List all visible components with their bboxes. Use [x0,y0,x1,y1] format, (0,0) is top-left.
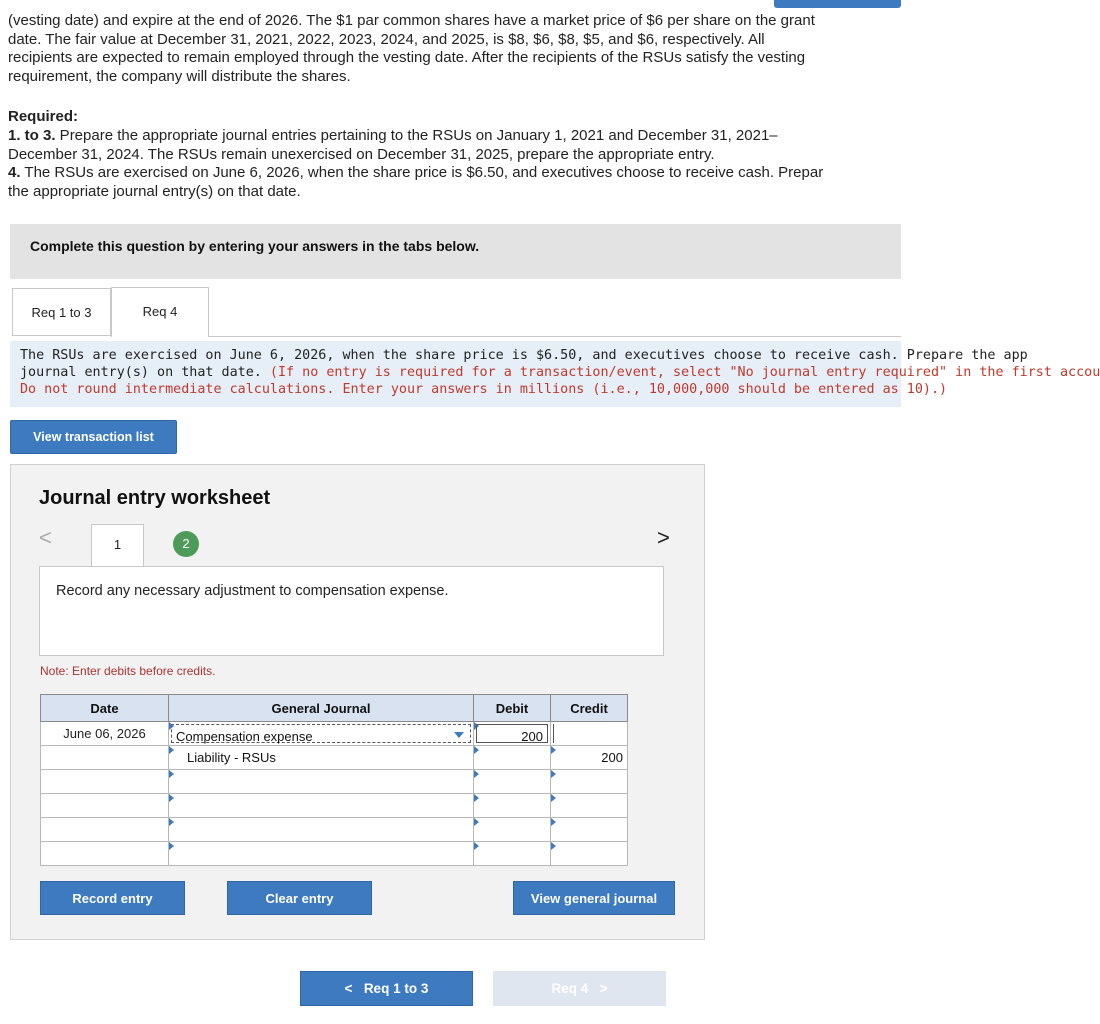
cell-marker-icon [551,770,556,778]
required-heading: Required: [8,108,79,125]
date-cell[interactable] [41,818,169,842]
debit-credit-note: Note: Enter debits before credits. [40,664,216,678]
journal-table [40,694,628,866]
debit-cell[interactable] [474,722,551,746]
record-entry-button[interactable]: Record entry [40,881,185,915]
credit-header: Credit [551,695,628,722]
credit-cell[interactable] [551,722,628,746]
req1-text-cont: December 31, 2024. The RSUs remain unexercised on December 31, 2025, prepare the appropriate entry. [8,145,715,163]
banner-text: Complete this question by entering your answers in the tabs below. [30,238,480,254]
req4-instructions [10,341,1100,407]
date-cell[interactable]: June 06, 2026 [41,722,169,746]
credit-cell[interactable] [551,818,628,842]
cell-marker-icon [169,794,174,802]
instr-line3-red: Do not round intermediate calculations. Enter your answers in millions (i.e., 10,000,000 should be entered as 10).) [20,382,948,397]
instr-line2-red: (If no entry is required for a transaction/event, select "No journal entry required" in the first accou [269,365,1100,380]
intro-line: date. The fair value at December 31, 2021, 2022, 2023, 2024, and 2025, is $8, $6, $8, $5, and $6, respectively. All [8,30,765,48]
tab-req-1-to-3[interactable]: Req 1 to 3 [12,288,111,336]
debit-cell[interactable] [474,770,551,794]
chevron-left-icon: < [344,981,353,996]
credit-cell[interactable] [551,770,628,794]
entry-description-box [39,566,664,656]
top-partial-button[interactable] [774,0,901,8]
credit-cell[interactable] [551,746,628,770]
clear-entry-button[interactable]: Clear entry [227,881,372,915]
journal-entry-worksheet [10,464,705,940]
debit-cell[interactable] [474,818,551,842]
table-row [41,818,628,842]
cell-marker-icon [169,722,174,730]
view-general-journal-button[interactable]: View general journal [513,881,675,915]
account-select[interactable]: Liability - RSUs [187,750,276,765]
tab-req-4[interactable]: Req 4 [111,287,209,337]
instr-line1: The RSUs are exercised on June 6, 2026, when the share price is $6.50, and executives choose to receive cash. Prepare the app [20,348,1028,363]
account-cell[interactable] [169,794,474,818]
cell-marker-icon [169,770,174,778]
chevron-right-icon: > [599,981,608,996]
instr-line2: journal entry(s) on that date. [20,365,270,380]
prev-req-label: Req 1 to 3 [363,981,429,996]
date-cell[interactable] [41,842,169,866]
cell-marker-icon [474,794,479,802]
credit-input[interactable]: 200 [601,750,623,765]
tab-divider [209,336,901,337]
account-cell[interactable] [169,842,474,866]
date-header: Date [41,695,169,722]
credit-cell[interactable] [551,842,628,866]
instructions-banner [10,224,901,279]
req1-number: 1. to 3. [8,127,56,144]
worksheet-title: Journal entry worksheet [39,487,271,509]
entry-tab-1[interactable]: 1 [91,524,144,567]
debit-cell[interactable] [474,842,551,866]
view-transaction-list-button[interactable]: View transaction list [10,420,177,454]
table-row [41,722,628,746]
requirements [8,127,823,202]
req4-text: The RSUs are exercised on June 6, 2026, when the share price is $6.50, and executives choose to receive cash. Prepar [20,164,824,182]
entry-description: Record any necessary adjustment to compensation expense. [56,583,449,599]
prev-entry-chevron-icon[interactable]: < [39,525,52,550]
account-cell[interactable] [169,746,474,770]
date-cell[interactable] [41,794,169,818]
intro-line: (vesting date) and expire at the end of 2026. The $1 par common shares have a market price of $6 per share on the grant [8,12,815,29]
date-cell[interactable] [41,770,169,794]
debit-cell[interactable] [474,794,551,818]
debit-header: Debit [474,695,551,722]
table-row [41,794,628,818]
date-cell[interactable] [41,746,169,770]
account-select[interactable]: Compensation expense [176,729,313,744]
account-cell[interactable] [169,722,474,746]
account-cell[interactable] [169,770,474,794]
req4-number: 4. [8,164,21,182]
cell-marker-icon [169,746,174,754]
cell-marker-icon [169,818,174,826]
cell-marker-icon [551,818,556,826]
dropdown-arrow-icon[interactable] [454,732,464,738]
cell-marker-icon [474,746,479,754]
debit-input[interactable]: 200 [521,729,543,744]
cell-marker-icon [474,842,479,850]
cell-marker-icon [169,842,174,850]
next-entry-chevron-icon[interactable]: > [657,525,670,550]
cell-marker-icon [551,794,556,802]
next-req-button[interactable] [493,971,666,1006]
cell-marker-icon [551,842,556,850]
general-journal-header: General Journal [169,695,474,722]
intro-line: recipients are expected to remain employed through the vesting date. After the recipients of the RSUs satisfy the vesting [8,49,806,67]
req1-text: Prepare the appropriate journal entries pertaining to the RSUs on January 1, 2021 and December 31, 2021– [55,127,778,144]
problem-intro [8,12,815,87]
cell-marker-icon [474,770,479,778]
debit-cell[interactable] [474,746,551,770]
table-row [41,746,628,770]
table-row [41,770,628,794]
prev-req-button[interactable] [300,971,473,1006]
cell-marker-icon [474,818,479,826]
req4-text-cont: the appropriate journal entry(s) on that date. [8,183,301,201]
cell-marker-icon [551,746,556,754]
intro-line: requirement, the company will distribute the shares. [8,68,351,86]
entry-tab-2[interactable]: 2 [173,531,199,557]
credit-cell[interactable] [551,794,628,818]
table-row [41,842,628,866]
account-cell[interactable] [169,818,474,842]
next-req-label: Req 4 [551,981,589,996]
